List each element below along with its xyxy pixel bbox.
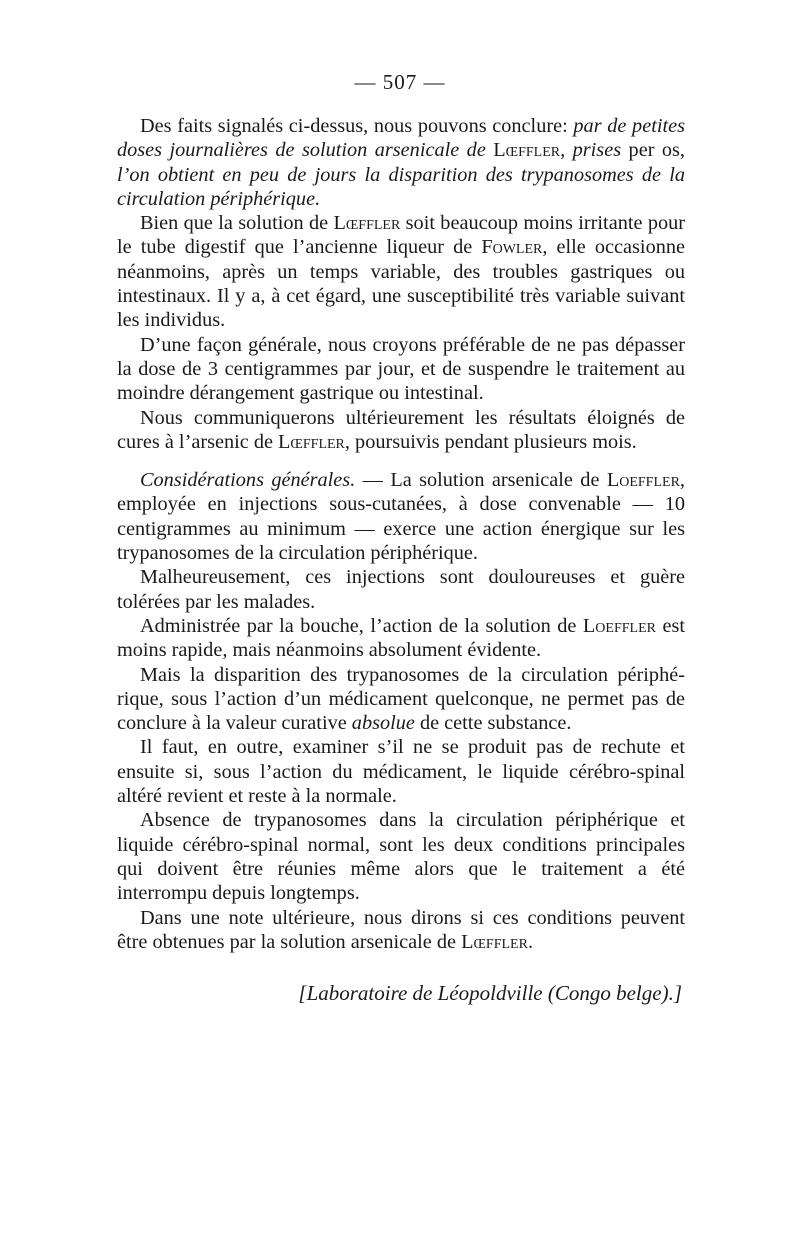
text-run: , elle occasionne néanmoins, après un temps variable, des troubles gastriques ou intestinaux. Il y a, à cet égard, une susceptibilité très variable suivant les individus. <box>117 236 685 332</box>
paragraph-conclusion <box>117 114 685 211</box>
paragraph-relapse <box>117 735 685 808</box>
text-run: per os, <box>621 139 685 162</box>
text-run: , employée en injections sous-cutanées, à dose convenable — 10 centigrammes au minimum — exerce une action énergique sur les trypanosomes de la circulation périphérique. <box>117 469 685 565</box>
text-run: Mais la disparition des trypanosomes de la circulation périphérique, sous l’action d’un médicament quelconque, ne permet pas de conclure à la valeur curative <box>117 663 685 735</box>
text-run: de cette substance. <box>414 712 572 735</box>
italic-run: absolue <box>351 712 415 735</box>
body-text <box>117 114 685 1005</box>
page-number: — 507 — <box>354 70 446 94</box>
text-run: D’une façon générale, nous croyons préférable de ne pas dépasser la dose de 3 centigrammes par jour, et de suspendre le traitement au moindre dérangement gastrique ou intestinal. <box>117 333 685 405</box>
text-run: soit beaucoup moins irritante pour le tube digestif que l’ancienne liqueur de <box>117 212 685 259</box>
author-name: Loeffler <box>606 469 680 492</box>
italic-run: par de petites doses journalières de solution arsenicale de <box>117 115 685 162</box>
text-run: Administrée par la bouche, l’action de la solution de <box>140 614 583 637</box>
author-name: Loeffler <box>582 614 656 637</box>
section-heading: Considérations générales. <box>140 469 356 492</box>
paragraph-conditions <box>117 808 685 905</box>
author-name: Lœffler <box>493 139 561 162</box>
text-run: Dans une note ultérieure, nous dirons si ces conditions peuvent être obtenues par la solution arsenicale de <box>117 906 685 953</box>
paragraph-tolerance <box>117 211 685 332</box>
italic-run: l’on obtient en peu de jours la disparition des trypanosomes de la circulation périphérique. <box>117 163 685 210</box>
text-run: Absence de trypanosomes dans la circulation périphérique et liquide cérébro-spinal normal, sont les deux conditions principales qui doivent être réunies même alors que le traitement a été interrompu depuis longtemps. <box>117 809 685 905</box>
text-run: Il faut, en outre, examiner s’il ne se produit pas de rechute et ensuite si, sous l’action du médicament, le liquide cérébro-spinal altéré revient et reste à la normale. <box>117 736 685 808</box>
paragraph-general-considerations <box>117 468 685 565</box>
paragraph-curative-value <box>117 663 685 736</box>
laboratory-note: [Laboratoire de Léopoldville (Congo belge).] <box>298 981 682 1006</box>
author-name: Lœffler <box>461 930 528 953</box>
text-run: . <box>527 930 534 953</box>
paragraph-future-note <box>117 906 685 955</box>
text-run: Des faits signalés ci-dessus, nous pouvons conclure: <box>140 115 574 137</box>
author-name: Fowler <box>481 236 543 259</box>
text-run: Bien que la solution de <box>140 212 334 235</box>
text-run: — La solution arsenicale de <box>355 469 607 492</box>
author-name: Lœffler <box>333 212 401 235</box>
paragraph-future-results <box>117 406 685 455</box>
italic-run: , prises <box>560 139 622 162</box>
paragraph-oral <box>117 614 685 663</box>
text-run: Malheureusement, ces injections sont douloureuses et guère tolérées par les malades. <box>117 566 685 613</box>
paragraph-dosage <box>117 333 685 406</box>
paragraph-injections <box>117 565 685 614</box>
text-run: Nous communiquerons ultérieurement les résultats éloignés de cures à l’arsenic de <box>117 406 685 453</box>
text-run: est moins rapide, mais néanmoins absolument évidente. <box>117 614 685 662</box>
text-run: , poursuivis pendant plusieurs mois. <box>344 430 637 453</box>
author-name: Lœffler <box>278 430 345 453</box>
